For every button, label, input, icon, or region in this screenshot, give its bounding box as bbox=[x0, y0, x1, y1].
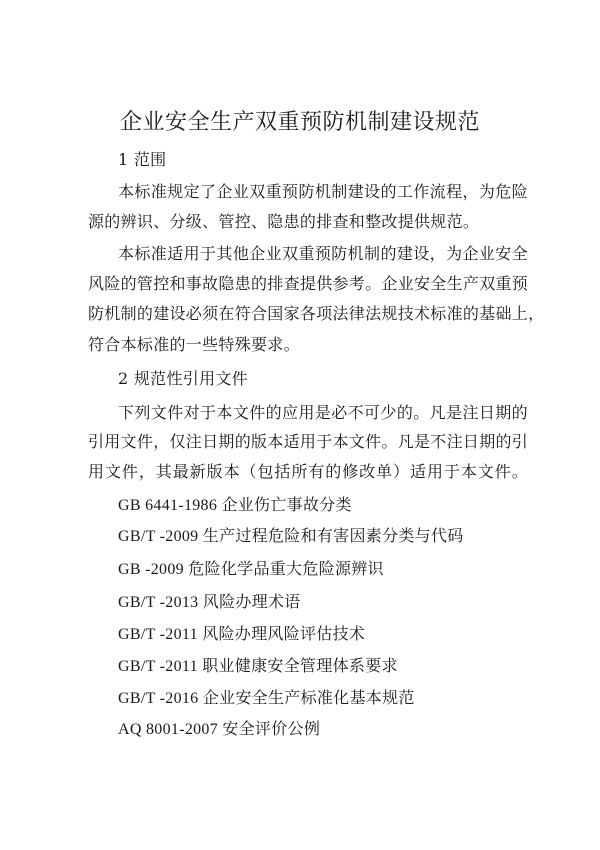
reference-item: AQ 8001-2007 安全评价公例 bbox=[118, 721, 321, 738]
reference-item: GB/T -2013 风险办理术语 bbox=[118, 594, 301, 611]
reference-item: GB 6441-1986 企业伤亡事故分类 bbox=[118, 497, 352, 514]
paragraph-line: 用文件，其最新版本（包括所有的修改单）适用于本文件。 bbox=[88, 462, 528, 481]
paragraph-line: 下列文件对于本文件的应用是必不可少的。凡是注日期的 bbox=[118, 403, 528, 422]
paragraph-line: 符合本标准的一些特殊要求。 bbox=[88, 335, 300, 354]
paragraph-line: 源的辨识、分级、管控、隐患的排查和整改提供规范。 bbox=[88, 212, 480, 231]
document-title: 企业安全生产双重预防机制建设规范 bbox=[119, 110, 480, 135]
reference-item: GB -2009 危险化学品重大危险源辨识 bbox=[118, 561, 384, 578]
paragraph-line: 本标准适用于其他企业双重预防机制的建设，为企业安全 bbox=[118, 244, 528, 263]
paragraph-line: 风险的管控和事故隐患的排查提供参考。企业安全生产双重预 bbox=[88, 274, 529, 293]
paragraph-line: 防机制的建设必须在符合国家各项法律法规技术标准的基础上， bbox=[88, 304, 545, 323]
reference-item: GB/T -2011 职业健康安全管理体系要求 bbox=[118, 658, 398, 675]
reference-item: GB/T -2016 企业安全生产标准化基本规范 bbox=[118, 690, 415, 707]
paragraph-line: 本标准规定了企业双重预防机制建设的工作流程，为危险 bbox=[118, 182, 528, 201]
section-heading-references: 2 规范性引用文件 bbox=[118, 369, 248, 388]
section-heading-scope: 1 范围 bbox=[118, 150, 167, 169]
reference-item: GB/T -2009 生产过程危险和有害因素分类与代码 bbox=[118, 528, 464, 545]
reference-item: GB/T -2011 风险办理风险评估技术 bbox=[118, 626, 366, 643]
paragraph-line: 引用文件，仅注日期的版本适用于本文件。凡是不注日期的引 bbox=[88, 432, 529, 451]
